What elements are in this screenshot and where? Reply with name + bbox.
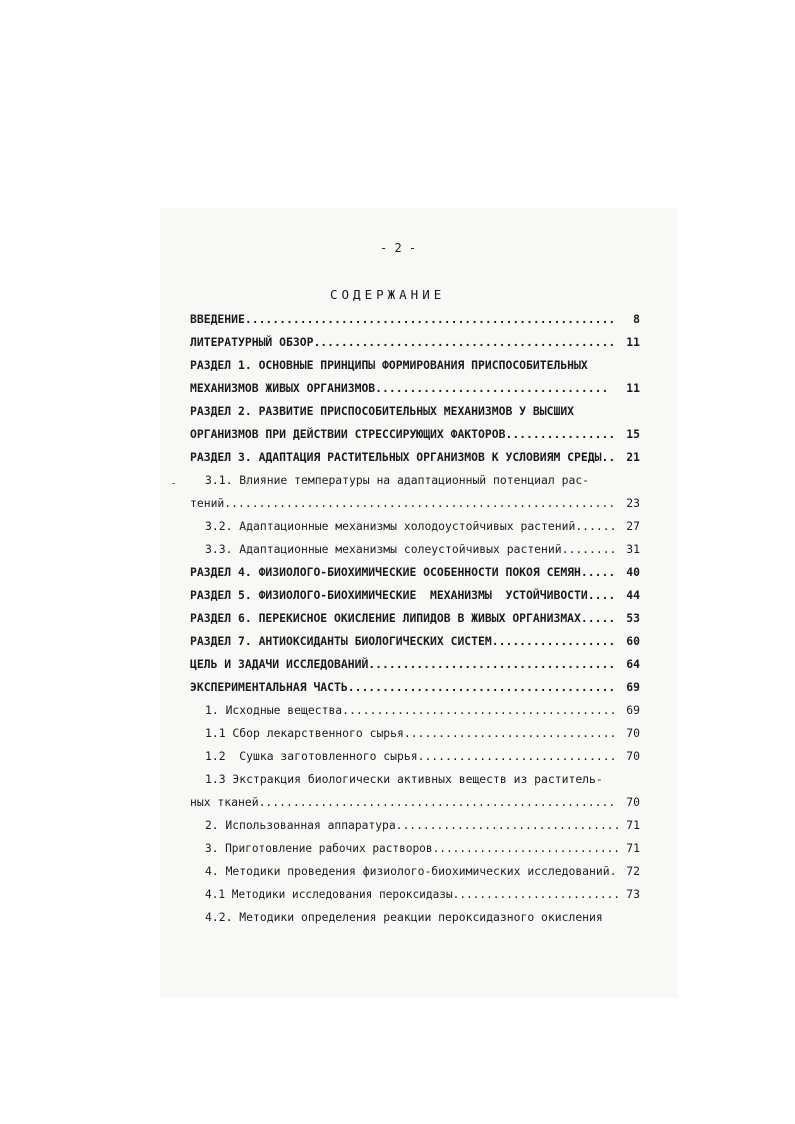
toc-entry-4 bbox=[190, 863, 640, 879]
toc-entry-text: тений......................................................... bbox=[190, 496, 616, 510]
toc-entry-3-1-line-1 bbox=[190, 472, 640, 488]
toc-entry-1-3-line-2 bbox=[190, 794, 640, 810]
toc-entry-page: 23 bbox=[626, 496, 640, 510]
toc-entry-page: 44 bbox=[626, 588, 640, 602]
toc-entry-text: 1.1 Сбор лекарственного сырья............................... bbox=[205, 726, 617, 740]
toc-entry-section-3 bbox=[190, 449, 640, 465]
toc-entry-page: 71 bbox=[626, 818, 640, 832]
toc-entry-page: 11 bbox=[626, 381, 640, 395]
toc-entry-text: МЕХАНИЗМОВ ЖИВЫХ ОРГАНИЗМОВ.................................. bbox=[190, 381, 609, 395]
toc-entry-page: 69 bbox=[626, 680, 640, 694]
toc-entry-text: ных тканей.................................................... bbox=[190, 795, 616, 809]
toc-entry-page: 31 bbox=[626, 542, 640, 556]
toc-entry-section-7 bbox=[190, 633, 640, 649]
toc-entry-page: 8 bbox=[633, 312, 640, 326]
toc-entry-introduction bbox=[190, 311, 640, 327]
toc-entry-text: РАЗДЕЛ 6. ПЕРЕКИСНОЕ ОКИСЛЕНИЕ ЛИПИДОВ В ЖИВЫХ ОРГАНИЗМАХ..... bbox=[190, 611, 616, 625]
toc-entry-3 bbox=[190, 840, 640, 856]
toc-entry-3-2 bbox=[190, 518, 640, 534]
toc-entry-text: ОРГАНИЗМОВ ПРИ ДЕЙСТВИИ СТРЕССИРУЮЩИХ ФАКТОРОВ................ bbox=[190, 427, 616, 441]
toc-entry-text: РАЗДЕЛ 1. ОСНОВНЫЕ ПРИНЦИПЫ ФОРМИРОВАНИЯ ПРИСПОСОБИТЕЛЬНЫХ bbox=[190, 358, 588, 372]
toc-entry-page: 69 bbox=[626, 703, 640, 717]
toc-entry-3-1-line-2 bbox=[190, 495, 640, 511]
toc-entry-page: 71 bbox=[626, 841, 640, 855]
toc-entry-text: РАЗДЕЛ 2. РАЗВИТИЕ ПРИСПОСОБИТЕЛЬНЫХ МЕХАНИЗМОВ У ВЫСШИХ bbox=[190, 404, 575, 418]
toc-entry-1-2 bbox=[190, 748, 640, 764]
toc-entry-text: 3.1. Влияние температуры на адаптационный потенциал рас- bbox=[205, 473, 590, 487]
toc-entry-page: 53 bbox=[626, 611, 640, 625]
toc-entry-text: ЭКСПЕРИМЕНТАЛЬНАЯ ЧАСТЬ....................................... bbox=[190, 680, 616, 694]
toc-entry-section-1-line-1 bbox=[190, 357, 640, 373]
toc-entry-text: РАЗДЕЛ 7. АНТИОКСИДАНТЫ БИОЛОГИЧЕСКИХ СИСТЕМ.................. bbox=[190, 634, 616, 648]
toc-entry-page: 60 bbox=[626, 634, 640, 648]
page-title: СОДЕРЖАНИЕ bbox=[330, 287, 446, 302]
toc-entry-text: РАЗДЕЛ 4. ФИЗИОЛОГО-БИОХИМИЧЕСКИЕ ОСОБЕННОСТИ ПОКОЯ СЕМЯН..... bbox=[190, 565, 616, 579]
toc-entry-1-1 bbox=[190, 725, 640, 741]
toc-entry-1-3-line-1 bbox=[190, 771, 640, 787]
table-of-contents bbox=[190, 0, 640, 924]
toc-entry-text: 3. Приготовление рабочих растворов............................ bbox=[205, 841, 620, 855]
toc-entry-text: 4. Методики проведения физиолого-биохимических исследований. bbox=[205, 864, 617, 878]
toc-entry-text: ЦЕЛЬ И ЗАДАЧИ ИССЛЕДОВАНИЙ.................................... bbox=[190, 657, 616, 671]
toc-entry-section-6 bbox=[190, 610, 640, 626]
toc-entry-section-4 bbox=[190, 564, 640, 580]
toc-entry-page: 21 bbox=[626, 450, 640, 464]
toc-entry-text: РАЗДЕЛ 3. АДАПТАЦИЯ РАСТИТЕЛЬНЫХ ОРГАНИЗМОВ К УСЛОВИЯМ СРЕДЫ.. bbox=[190, 450, 616, 464]
toc-entry-page: 73 bbox=[626, 887, 640, 901]
toc-entry-4-2 bbox=[190, 909, 640, 925]
toc-entry-page: 64 bbox=[626, 657, 640, 671]
toc-entry-text: ЛИТЕРАТУРНЫЙ ОБЗОР............................................ bbox=[190, 335, 616, 349]
toc-entry-text: 1.2 Сушка заготовленного сырья............................. bbox=[205, 749, 617, 763]
toc-entry-goals bbox=[190, 656, 640, 672]
scan-speck bbox=[172, 483, 175, 484]
toc-entry-text: 3.3. Адаптационные механизмы солеустойчивых растений........ bbox=[205, 542, 617, 556]
toc-entry-2 bbox=[190, 817, 640, 833]
toc-entry-text: РАЗДЕЛ 5. ФИЗИОЛОГО-БИОХИМИЧЕСКИЕ МЕХАНИЗМЫ УСТОЙЧИВОСТИ.... bbox=[190, 588, 616, 602]
toc-entry-page: 11 bbox=[626, 335, 640, 349]
toc-entry-4-1 bbox=[190, 886, 640, 902]
toc-entry-page: 27 bbox=[626, 519, 640, 533]
toc-entry-section-1-line-2 bbox=[190, 380, 640, 396]
toc-entry-3-3 bbox=[190, 541, 640, 557]
toc-entry-section-2-line-2 bbox=[190, 426, 640, 442]
toc-entry-text: 3.2. Адаптационные механизмы холодоустойчивых растений...... bbox=[205, 519, 617, 533]
toc-entry-1 bbox=[190, 702, 640, 718]
toc-entry-page: 70 bbox=[626, 795, 640, 809]
toc-entry-text: 1. Исходные вещества........................................ bbox=[205, 703, 617, 717]
toc-entry-section-2-line-1 bbox=[190, 403, 640, 419]
toc-entry-text: 2. Использованная аппаратура................................. bbox=[205, 818, 621, 832]
toc-entry-text: 4.1 Методики исследования пероксидазы......................... bbox=[205, 887, 620, 901]
toc-entry-section-5 bbox=[190, 587, 640, 603]
toc-entry-page: 72 bbox=[626, 864, 640, 878]
toc-entry-page: 70 bbox=[626, 749, 640, 763]
toc-entry-text: 4.2. Методики определения реакции пероксидазного окисления bbox=[205, 910, 603, 924]
toc-entry-text: ВВЕДЕНИЕ...................................................... bbox=[190, 312, 616, 326]
toc-entry-page: 70 bbox=[626, 726, 640, 740]
page-number: - 2 - bbox=[380, 241, 417, 255]
toc-entry-experimental bbox=[190, 679, 640, 695]
toc-entry-text: 1.3 Экстракция биологически активных веществ из раститель- bbox=[205, 772, 603, 786]
toc-entry-literature-review bbox=[190, 334, 640, 350]
toc-entry-page: 40 bbox=[626, 565, 640, 579]
toc-entry-page: 15 bbox=[626, 427, 640, 441]
